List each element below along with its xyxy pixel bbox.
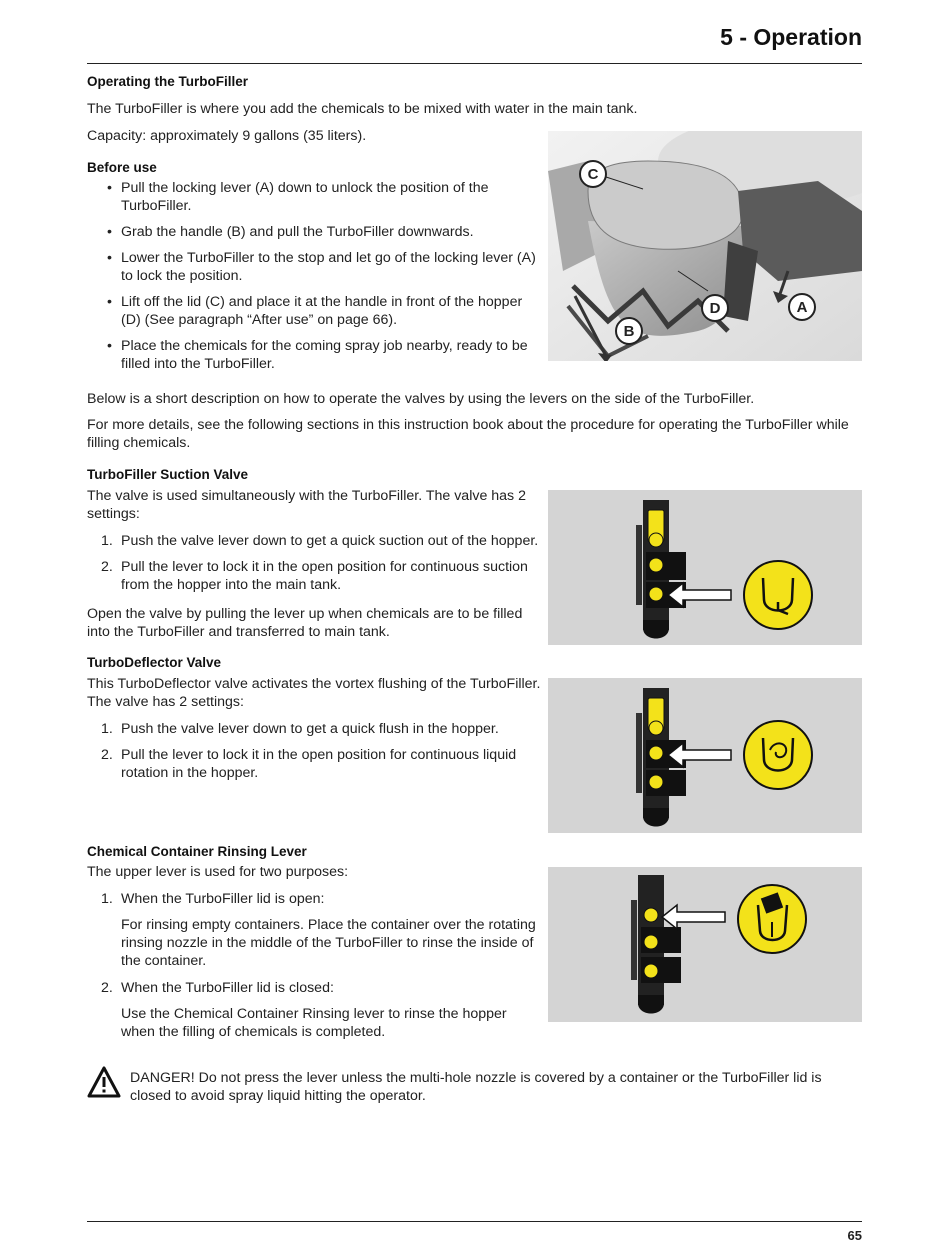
rinse-symbol-icon — [738, 885, 806, 953]
label-d-marker — [702, 295, 728, 321]
before-use-list — [87, 179, 539, 381]
rinsing-lever-title: Chemical Container Rinsing Lever — [87, 844, 307, 859]
list-item — [87, 558, 542, 594]
suction-symbol-icon — [744, 561, 812, 629]
item-number: 2. — [101, 980, 113, 996]
label-c-marker — [580, 161, 606, 187]
deflector-valve-intro: This TurboDeflector valve activates the vortex flushing of the TurboFiller. The valve has 2 settings: — [87, 676, 541, 710]
suction-valve-outro: Open the valve by pulling the lever up when chemicals are to be filled into the TurboFiller and transferred to main tank. — [87, 606, 523, 640]
label-b: B — [623, 323, 635, 340]
before-use-title: Before use — [87, 160, 157, 175]
chapter-title: 5 - Operation — [720, 24, 862, 50]
item-text: Pull the lever to lock it in the open position for continuous suction from the hopper into the main tank. — [121, 559, 528, 593]
list-item — [87, 746, 542, 782]
header-rule — [87, 63, 862, 64]
item-number: 1. — [101, 721, 113, 737]
item-number: 1. — [101, 533, 113, 549]
deflector-valve-figure — [548, 678, 862, 833]
item-text: When the TurboFiller lid is closed: — [121, 980, 334, 996]
short-description: Below is a short description on how to operate the valves by using the levers on the side of the TurboFiller. — [87, 391, 755, 407]
label-c: C — [587, 166, 599, 183]
item-detail: Use the Chemical Container Rinsing lever to rinse the hopper when the filling of chemicals is completed. — [121, 1006, 507, 1040]
turbofiller-illustration — [548, 131, 862, 361]
label-a: A — [796, 299, 808, 316]
suction-valve-title: TurboFiller Suction Valve — [87, 467, 249, 482]
suction-valve-intro: The valve is used simultaneously with the TurboFiller. The valve has 2 settings: — [87, 488, 526, 522]
list-item: • Grab the handle (B) and pull the TurboFiller downwards. — [87, 223, 539, 241]
rinsing-lever-figure — [548, 867, 862, 1022]
label-d: D — [709, 300, 721, 317]
list-item: • Place the chemicals for the coming spray job nearby, ready to be filled into the TurboFiller. — [87, 337, 539, 373]
rinsing-lever-list — [87, 890, 542, 1049]
list-item — [87, 979, 542, 1041]
details-description: For more details, see the following sections in this instruction book about the procedure for operating the TurboFiller while filling chemicals. — [87, 417, 849, 451]
list-item: • Lift off the lid (C) and place it at the handle in front of the hopper (D) (See paragraph “After use” on page 66). — [87, 293, 539, 329]
list-item — [87, 532, 542, 550]
item-text: Push the valve lever down to get a quick flush in the hopper. — [121, 721, 499, 737]
intro-text: The TurboFiller is where you add the chemicals to be mixed with water in the main tank. — [87, 101, 638, 117]
warning-icon — [87, 1066, 121, 1098]
suction-valve-figure — [548, 490, 862, 645]
page-number: 65 — [847, 1228, 862, 1243]
section-title: Operating the TurboFiller — [87, 74, 249, 89]
item-text: Push the valve lever down to get a quick suction out of the hopper. — [121, 533, 539, 549]
capacity-text: Capacity: approximately 9 gallons (35 liters). — [87, 128, 367, 144]
list-item: • Pull the locking lever (A) down to unlock the position of the TurboFiller. — [87, 179, 539, 215]
item-detail: For rinsing empty containers. Place the container over the rotating rinsing nozzle in the middle of the TurboFiller to rinse the inside of the container. — [121, 917, 536, 969]
turbofiller-photo — [548, 131, 862, 361]
footer-rule — [87, 1221, 862, 1222]
deflector-valve-list — [87, 720, 542, 790]
item-number: 2. — [101, 559, 113, 575]
vortex-symbol-icon — [744, 721, 812, 789]
item-number: 1. — [101, 891, 113, 907]
item-number: 2. — [101, 747, 113, 763]
deflector-valve-title: TurboDeflector Valve — [87, 655, 222, 670]
danger-text: DANGER! Do not press the lever unless the multi-hole nozzle is covered by a container or the TurboFiller lid is closed to avoid spray liquid hitting the operator. — [130, 1070, 822, 1104]
list-item — [87, 720, 542, 738]
label-a-marker — [789, 294, 815, 320]
list-item: • Lower the TurboFiller to the stop and let go of the locking lever (A) to lock the position. — [87, 249, 539, 285]
list-item — [87, 890, 542, 970]
label-b-marker — [616, 318, 642, 344]
suction-valve-list — [87, 532, 542, 602]
item-text: Pull the lever to lock it in the open position for continuous liquid rotation in the hopper. — [121, 747, 517, 781]
item-text: When the TurboFiller lid is open: — [121, 891, 325, 907]
rinsing-lever-intro: The upper lever is used for two purposes: — [87, 864, 349, 880]
